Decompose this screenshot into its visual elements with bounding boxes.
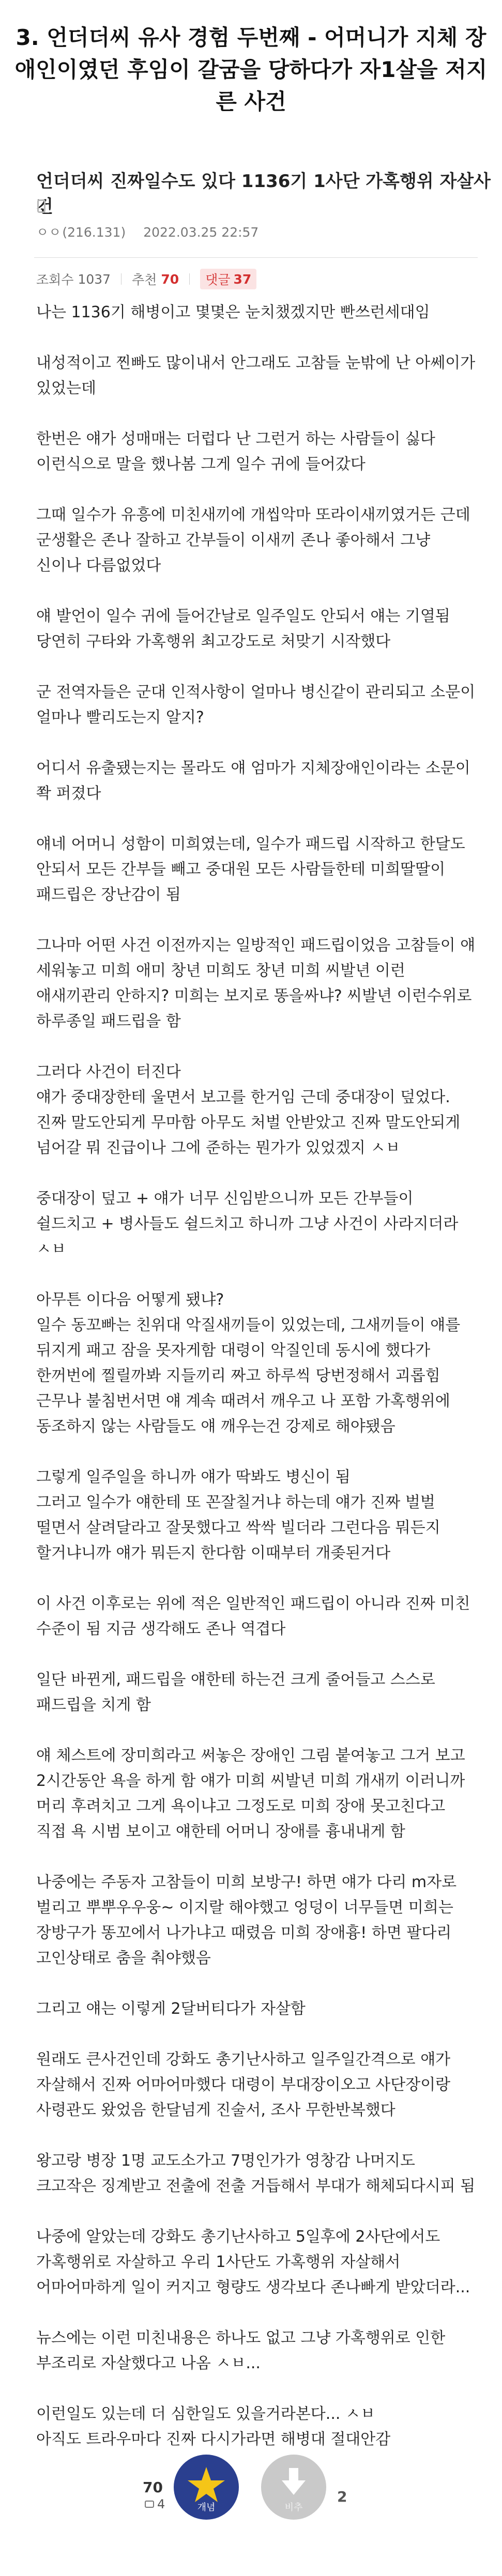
- upvote-button[interactable]: [174, 2455, 239, 2520]
- content-paragraph: 그때 일수가 유흥에 미친새끼에 개씹악마 또라이새끼였거든 근데 군생활은 존나 잘하고 간부들이 이새끼 존나 좋아해서 그냥 신이나 다름없었다: [36, 506, 470, 575]
- content-paragraph: 한번은 얘가 성매매는 더럽다 난 그런거 하는 사람들이 싫다 이런식으로 말을 했나봄 그게 일수 귀에 들어갔다: [36, 430, 435, 473]
- author-ip: (216.131): [62, 225, 126, 240]
- content-paragraph: 이 사건 이후로는 위에 적은 일반적인 패드립이 아니라 진짜 미친 수준이 됨 지금 생각해도 존나 역겹다: [36, 1595, 470, 1638]
- recommend-count: 70: [161, 271, 179, 287]
- content-paragraph: 그렇게 일주일을 하니까 얘가 딱봐도 병신이 됨 그러고 일수가 얘한테 또 꼰잘칠거냐 하는데 얘가 진짜 벌벌 떨면서 살려달라고 잘못했다고 싹싹 빌더라 그런다음 뭐든지 할거냐니까 얘가 뭐든지 한다함 이때부터 개좆된거다: [36, 1468, 440, 1562]
- views-label: 조회수: [36, 272, 74, 287]
- content-paragraph: 일단 바뀐게, 패드립을 얘한테 하는건 크게 줄어들고 스스로 패드립을 치게 함: [36, 1671, 435, 1714]
- content-paragraph: 얘 체스트에 장미희라고 써놓은 장애인 그림 붙여놓고 그거 보고 2시간동안 욕을 하게 함 얘가 미희 씨발년 미희 개새끼 이러니까 머리 후려치고 그게 욕이냐고 그정도로 미희 장애 못고친다고 직접 욕 시범 보이고 얘한테 어머니 장애를 흉내내게 함: [36, 1747, 465, 1841]
- content-paragraph: 어디서 유출됐는지는 몰라도 얘 엄마가 지체장애인이라는 소문이 쫙 퍼졌다: [36, 759, 470, 803]
- stats-row: [36, 269, 256, 289]
- vote-comment-count: [145, 2497, 165, 2511]
- author-nick[interactable]: ㅇㅇ: [36, 225, 62, 240]
- stat-divider: [189, 273, 190, 285]
- post-content: [36, 300, 476, 2477]
- comments-badge[interactable]: [200, 269, 256, 289]
- post-title: 언더더씨 진짜일수도 있다 1136기 1사단 가혹행위 자살사건: [36, 171, 491, 217]
- recommend-stat: [132, 270, 179, 288]
- views-stat: [36, 270, 111, 288]
- comment-bubble-icon: [145, 2501, 154, 2508]
- downvote-count: 2: [337, 2488, 347, 2505]
- content-paragraph: 군 전역자들은 군대 인적사항이 얼마나 병신같이 관리되고 소문이 얼마나 빨리도는지 알지?: [36, 683, 476, 727]
- downvote-label: 비추: [284, 2502, 303, 2512]
- vote-comment-count-value: 4: [157, 2497, 165, 2511]
- content-paragraph: 그리고 얘는 이렇게 2달버티다가 자살함: [36, 2000, 306, 2018]
- content-paragraph: 아무튼 이다음 어떻게 됐냐? 일수 동꼬빠는 친위대 악질새끼들이 있었는데, 그새끼들이 얘를 뒤지게 패고 잠을 못자게함 대령이 악질인데 동시에 했다가 한꺼번에 찔릴까봐 지들끼리 짜고 하루씩 당번정해서 괴롭힘 근무나 불침번서면 얘 계속 때려서 깨우고 나 포함 가혹행위에 동조하지 않는 사람들도 얘 깨우는건 강제로 해야됐음: [36, 1291, 461, 1436]
- page-headline: 3. 언더더씨 유사 경험 두번째 - 어머니가 지체 장애인이였던 후임이 갈굼을 당하다가 자1살을 저지른 사건: [14, 25, 488, 114]
- comments-count: 37: [233, 271, 252, 287]
- author-row: [36, 222, 258, 241]
- content-paragraph: 나는 1136기 해병이고 몇몇은 눈치챘겠지만 빤쓰런세대임: [36, 303, 430, 321]
- content-paragraph: 그러다 사건이 터진다 얘가 중대장한테 울면서 보고를 한거임 근데 중대장이 덮었다. 진짜 말도안되게 무마함 아무도 처벌 안받았고 진짜 말도안되게 넘어갈 뭐 진급이나 그에 준하는 뭔가가 있었겠지 ㅅㅂ: [36, 1063, 461, 1157]
- content-paragraph: 얘네 어머니 성함이 미희였는데, 일수가 패드립 시작하고 한달도 안되서 모든 간부들 빼고 중대원 모든 사람들한테 미희딸딸이 패드립은 장난감이 됨: [36, 835, 465, 904]
- content-paragraph: 왕고랑 병장 1명 교도소가고 7명인가가 영창감 나머지도 크고작은 징계받고 전출에 전출 거듭해서 부대가 해체되다시피 됨: [36, 2152, 476, 2195]
- post-date: 2022.03.25 22:57: [143, 225, 259, 240]
- mobile-icon: [37, 199, 45, 213]
- comments-label: 댓글: [205, 272, 231, 287]
- recommend-label: 추천: [132, 272, 157, 287]
- content-paragraph: 나중에는 주동자 고참들이 미희 보방구! 하면 얘가 다리 m자로 벌리고 뿌뿌우우웅~ 이지랄 해야했고 엉덩이 너무들면 미희는 장방구가 똥꼬에서 나가냐고 때렸음 미희 장애흉! 하면 팔다리 고인상태로 춤을 춰야했음: [36, 1873, 457, 1967]
- vote-bar: [0, 2444, 502, 2527]
- content-paragraph: 얘 발언이 일수 귀에 들어간날로 일주일도 안되서 얘는 기열됨 당연히 구타와 가혹행위 최고강도로 처맞기 시작했다: [36, 607, 450, 651]
- views-count: 1037: [78, 271, 111, 287]
- content-paragraph: 그나마 어떤 사건 이전까지는 일방적인 패드립이었음 고참들이 얘 세워놓고 미희 애미 창년 미희도 창년 미희 씨발년 이런 애새끼관리 안하지? 미희는 보지로 똥을싸냐? 씨발년 이런수위로 하루종일 패드립을 함: [36, 936, 476, 1030]
- content-paragraph: 나중에 알았는데 강화도 총기난사하고 5일후에 2사단에서도 가혹행위로 자살하고 우리 1사단도 가혹행위 자살해서 어마어마하게 일이 커지고 형량도 생각보다 존나빠게 받았더라...: [36, 2228, 470, 2296]
- downvote-button[interactable]: [261, 2455, 326, 2520]
- content-paragraph: 이런일도 있는데 더 심한일도 있을거라본다... ㅅㅂ 아직도 트라우마다 진짜 다시가라면 해병대 절대안감: [36, 2405, 391, 2448]
- content-paragraph: 원래도 큰사건인데 강화도 총기난사하고 일주일간격으로 얘가 자살해서 진짜 어마어마했다 대령이 부대장이오고 사단장이랑 사령관도 왔었음 한달넘게 진술서, 조사 무한반복했다: [36, 2050, 451, 2119]
- upvote-count: 70: [143, 2479, 163, 2496]
- content-paragraph: 중대장이 덮고 + 얘가 너무 신임받으니까 모든 간부들이 쉴드치고 + 병사들도 쉴드치고 하니까 그냥 사건이 사라지더라 ㅅㅂ: [36, 1190, 459, 1258]
- upvote-label: 개념: [197, 2502, 216, 2512]
- content-paragraph: 뉴스에는 이런 미친내용은 하나도 없고 그냥 가혹행위로 인한 부조리로 자살했다고 나옴 ㅅㅂ...: [36, 2329, 446, 2372]
- content-paragraph: 내성적이고 찐빠도 많이내서 안그래도 고참들 눈밖에 난 아쎄이가 있었는데: [36, 354, 476, 397]
- divider: [34, 257, 478, 258]
